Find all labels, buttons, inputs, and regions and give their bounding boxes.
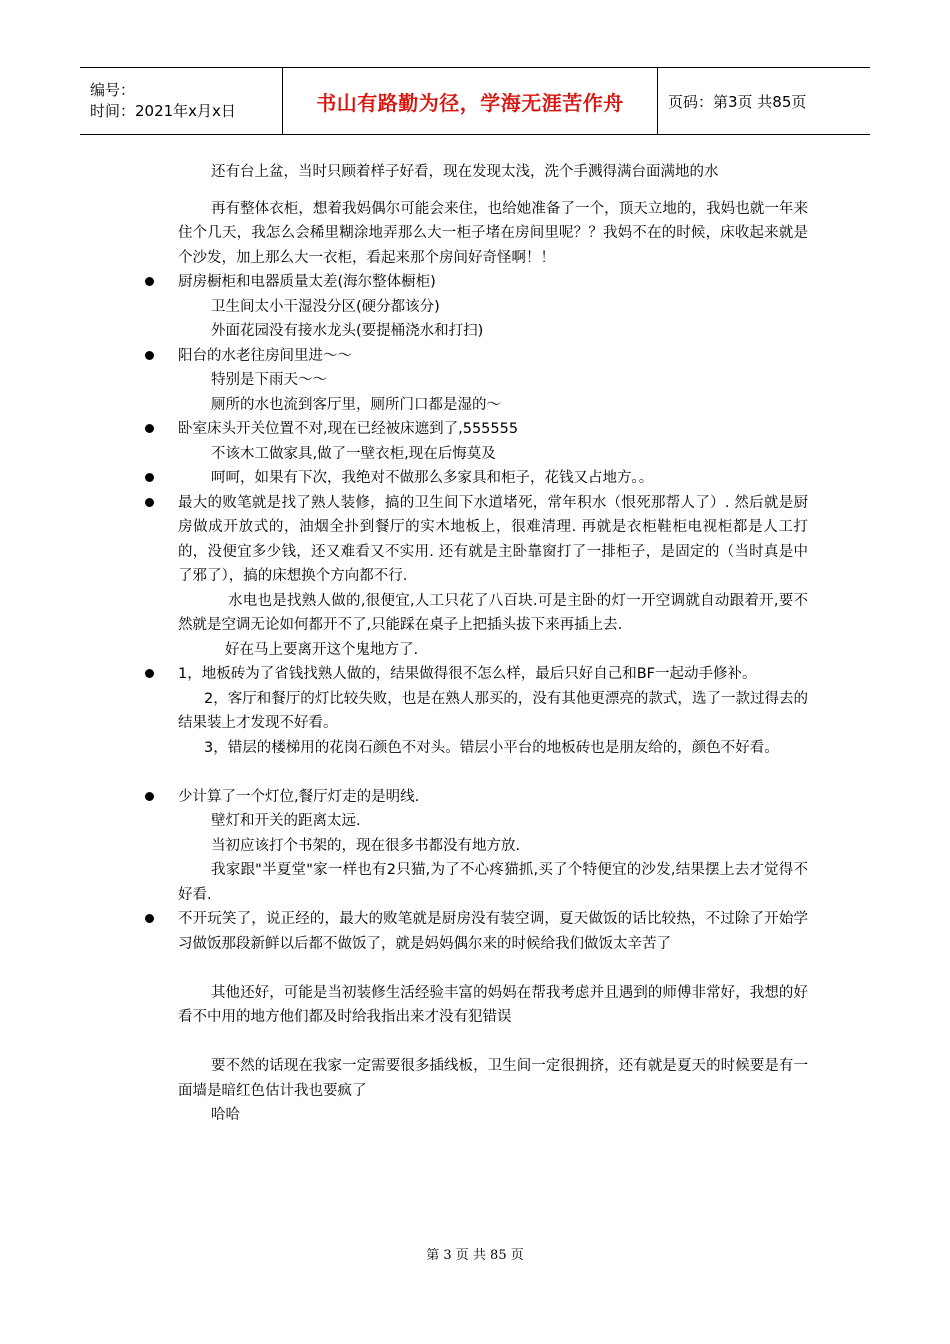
document-body [178, 160, 808, 1128]
bullet-icon [145, 498, 154, 507]
bullet-subline: 2，客厅和餐厅的灯比较失败，也是在熟人那买的，没有其他更漂亮的款式，选了一款过得去的结果装上才发现不好看。 [178, 690, 808, 731]
bullet-icon [145, 424, 154, 433]
bullet-subline: 壁灯和开关的距离太远. [211, 813, 361, 829]
bullet-subline: 外面花园没有接水龙头(要提桶浇水和打扫) [211, 323, 484, 339]
paragraph: 哈哈 [211, 1107, 240, 1123]
header-meta [80, 68, 282, 134]
bullet-item: 不开玩笑了，说正经的，最大的败笔就是厨房没有装空调，夏天做饭的话比较热，不过除了开始学习做饭那段新鲜以后都不做饭了，就是妈妈偶尔来的时候给我们做饭太辛苦了 [178, 907, 808, 956]
bullet-subline: 不该木工做家具,做了一壁衣柜,现在后悔莫及 [211, 445, 496, 462]
bullet-subline: 3，错层的楼梯用的花岗石颜色不对头。错层小平台的地板砖也是朋友给的，颜色不好看。 [204, 739, 779, 756]
bullet-icon [145, 669, 154, 678]
bullet-subline: 我家跟"半夏堂"家一样也有2只猫,为了不心疼猫抓,买了个特便宜的沙发,结果摆上去才觉得不好看. [178, 862, 808, 903]
bullet-item: 1，地板砖为了省钱找熟人做的，结果做得很不怎么样，最后只好自己和BF一起动手修补。 [178, 662, 808, 687]
bullet-icon [145, 792, 154, 801]
document-number-label: 编号： [90, 81, 136, 99]
header-motto-cell [282, 68, 658, 134]
bullet-icon [145, 473, 154, 482]
bullet-item: 厨房橱柜和电器质量太差(海尔整体橱柜) [178, 270, 808, 295]
page-header [80, 67, 870, 135]
header-page-cell [658, 68, 870, 134]
bullet-item: 卧室床头开关位置不对,现在已经被床遮到了,555555 [178, 417, 808, 442]
bullet-icon [145, 351, 154, 360]
bullet-subline: 当初应该打个书架的，现在很多书都没有地方放. [211, 837, 521, 854]
bullet-subline: 水电也是找熟人做的,很便宜,人工只花了八百块.可是主卧的灯一开空调就自动跟着开,要不然就是空调无论如何都开不了,只能踩在桌子上把插头拔下来再插上去. [178, 592, 808, 633]
paragraph: 其他还好，可能是当初装修生活经验丰富的妈妈在帮我考虑并且遇到的师傅非常好，我想的好看不中用的地方他们都及时给我指出来才没有犯错误 [178, 984, 808, 1025]
bullet-subline: 特别是下雨天～～ [211, 372, 327, 388]
bullet-item: 阳台的水老往房间里进～～ [178, 344, 808, 369]
paragraph: 还有台上盆，当时只顾着样子好看，现在发现太浅，洗个手溅得满台面满地的水 [211, 164, 719, 180]
bullet-subline: 好在马上要离开这个鬼地方了. [225, 641, 419, 658]
bullet-subline: 卫生间太小干湿没分区(硬分都该分) [211, 298, 440, 315]
bullet-item: 呵呵，如果有下次，我绝对不做那么多家具和柜子，花钱又占地方。。 [178, 466, 808, 491]
header-page-number: 页码：第3页 共85页 [668, 92, 807, 111]
paragraph: 要不然的话现在我家一定需要很多插线板，卫生间一定很拥挤，还有就是夏天的时候要是有一面墙是暗红色估计我也要疯了 [178, 1058, 808, 1099]
header-motto: 书山有路勤为径，学海无涯苦作舟 [316, 90, 624, 115]
document-time-label: 时间：2021年x月x日 [90, 102, 236, 120]
bullet-icon [145, 914, 154, 923]
bullet-subline: 厕所的水也流到客厅里，厕所门口都是湿的～ [211, 396, 501, 413]
bullet-icon [145, 277, 154, 286]
paragraph: 再有整体衣柜，想着我妈偶尔可能会来住，也给她准备了一个，顶天立地的，我妈也就一年来住个几天，我怎么会稀里糊涂地弄那么大一柜子堵在房间里呢？？我妈不在的时候，床收起来就是个沙发，加上那么大一衣柜，看起来那个房间好奇怪啊！！ [178, 200, 808, 266]
page-footer: 第 3 页 共 85 页 [426, 1248, 524, 1263]
bullet-item: 少计算了一个灯位,餐厅灯走的是明线. [178, 785, 808, 810]
bullet-item: 最大的败笔就是找了熟人装修，搞的卫生间下水道堵死，常年积水（恨死那帮人了）. 然后就是厨房做成开放式的，油烟全扑到餐厅的实木地板上，很难清理. 再就是衣柜鞋柜电视柜都是人工打的，没便宜多少钱，还又难看又不实用. 还有就是主卧靠窗打了一排柜子，是固定的（当时真是中了邪了），搞的床想换个方向都不行. [178, 491, 808, 589]
